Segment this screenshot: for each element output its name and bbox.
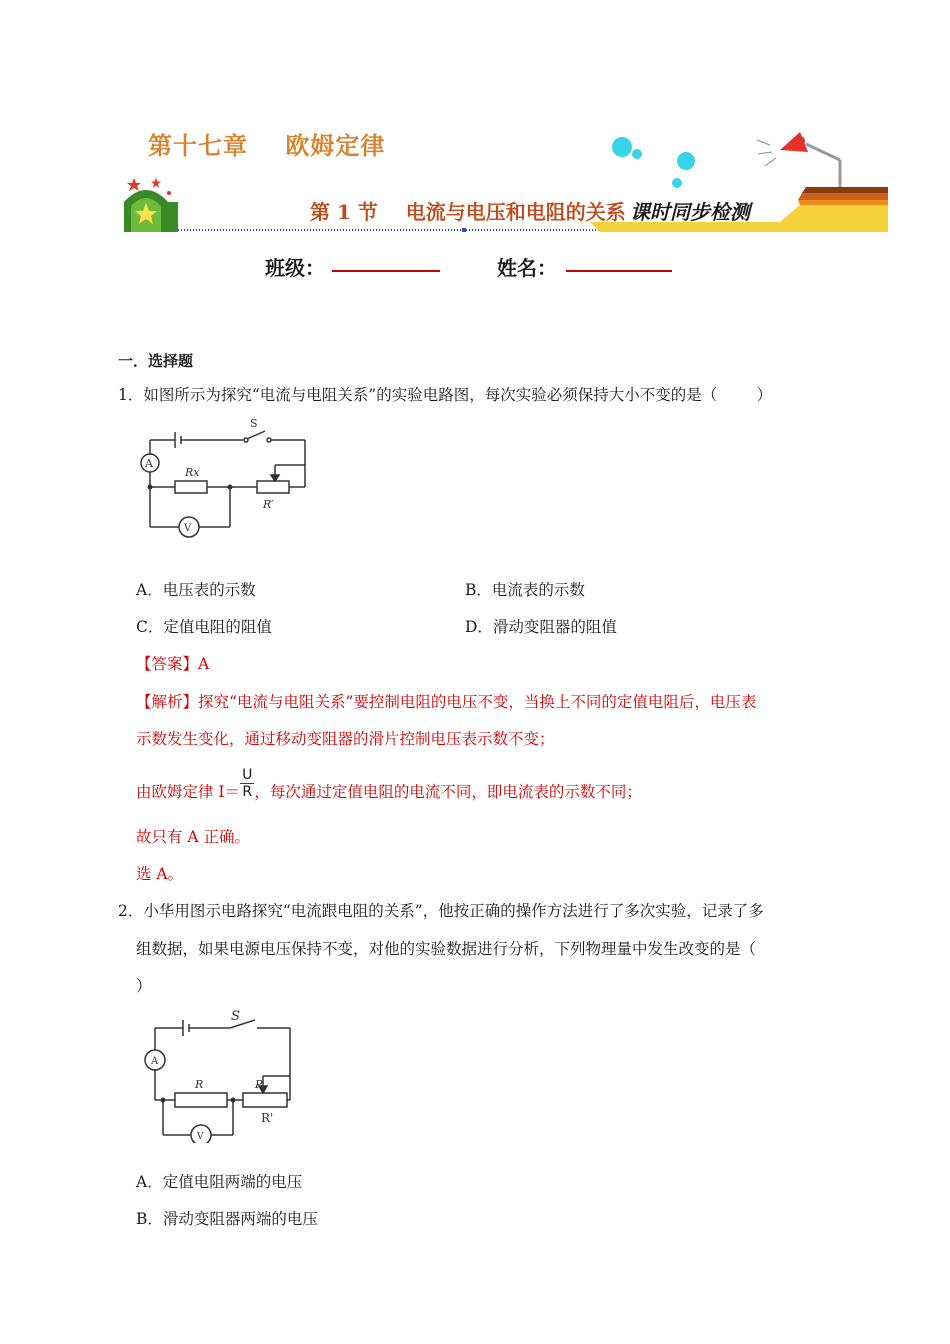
label-ammeter: A xyxy=(145,457,153,470)
label-rheostat: R' xyxy=(261,1111,274,1125)
bubble-decoration xyxy=(672,178,682,188)
question-1-stem: 1．如图所示为探究“电流与电阻关系”的实验电路图，每次实验必须保持大小不变的是（ ） xyxy=(118,386,773,404)
q1-analysis-line-4: 故只有 A 正确。 xyxy=(136,828,251,846)
section-heading: 一．选择题 xyxy=(118,352,194,370)
fraction-denominator: R xyxy=(242,783,253,800)
ohm-law-prefix: 由欧姆定律 I＝ xyxy=(136,783,241,801)
label-resistor: R xyxy=(195,1078,204,1091)
label-resistor: Rx xyxy=(185,466,200,479)
label-voltmeter: V xyxy=(184,523,192,534)
question-2-stem-line-1: 2．小华用图示电路探究“电流跟电阻的关系”，他按正确的操作方法进行了多次实验，记录了多 xyxy=(118,902,764,920)
name-label: 姓名： xyxy=(497,256,557,280)
header-rule-marker xyxy=(462,228,466,232)
section-title: 第 1 节 电流与电压和电阻的关系 xyxy=(310,200,626,224)
q2-option-b[interactable]: B．滑动变阻器两端的电压 xyxy=(136,1210,318,1228)
q1-option-a[interactable]: A．电压表的示数 xyxy=(136,581,256,599)
class-input-line[interactable] xyxy=(332,270,440,272)
bubble-decoration xyxy=(677,152,695,170)
label-slider: P xyxy=(255,1078,263,1091)
switch-icon xyxy=(247,431,265,439)
q1-option-c[interactable]: C．定值电阻的阻值 xyxy=(136,618,272,636)
question-2-stem-line-3: ） xyxy=(136,977,152,995)
q1-analysis-line-3 xyxy=(136,766,642,811)
chapter-title: 第十七章 欧姆定律 xyxy=(148,131,386,160)
sync-test-label: 课时同步检测 xyxy=(630,200,750,224)
label-ammeter: A xyxy=(151,1056,159,1067)
label-rheostat: R′ xyxy=(263,498,274,511)
ohm-law-suffix: ，每次通过定值电阻的电流不同，即电流表的示数不同； xyxy=(254,783,642,801)
ohm-fraction xyxy=(240,767,254,800)
label-switch: S xyxy=(250,417,258,430)
q1-option-d[interactable]: D．滑动变阻器的阻值 xyxy=(465,618,617,636)
slider-arrow-icon xyxy=(271,475,279,481)
q1-option-b[interactable]: B．电流表的示数 xyxy=(465,581,585,599)
q1-analysis-line-5: 选 A。 xyxy=(136,865,184,883)
resistor-icon xyxy=(175,481,207,493)
analysis-label: 【解析】 xyxy=(136,693,199,711)
bubble-decoration xyxy=(612,137,632,157)
star-badge-logo xyxy=(124,178,178,232)
q1-analysis-line-2: 示数发生变化，通过移动变阻器的滑片控制电压表示数不变； xyxy=(136,730,555,748)
bubble-decoration xyxy=(632,149,642,159)
name-input-line[interactable] xyxy=(566,270,672,272)
q2-option-a[interactable]: A．定值电阻两端的电压 xyxy=(136,1173,303,1191)
label-voltmeter: V xyxy=(197,1132,204,1142)
rheostat-icon xyxy=(257,481,289,493)
circuit-diagram-2 xyxy=(135,1008,305,1143)
q1-answer: 【答案】A xyxy=(136,655,210,673)
question-2-stem-line-2: 组数据，如果电源电压保持不变，对他的实验数据进行分析，下列物理量中发生改变的是（ xyxy=(136,940,757,958)
fraction-numerator: U xyxy=(242,766,253,783)
analysis-text: 探究“电流与电阻关系”要控制电阻的电压不变，当换上不同的定值电阻后，电压表 xyxy=(198,693,757,711)
q1-analysis-line-1 xyxy=(136,684,756,721)
class-label: 班级： xyxy=(265,256,325,280)
label-switch: S xyxy=(231,1009,240,1024)
resistor-icon xyxy=(175,1093,227,1107)
circuit-diagram-1 xyxy=(135,415,320,545)
rheostat-icon xyxy=(243,1093,287,1107)
